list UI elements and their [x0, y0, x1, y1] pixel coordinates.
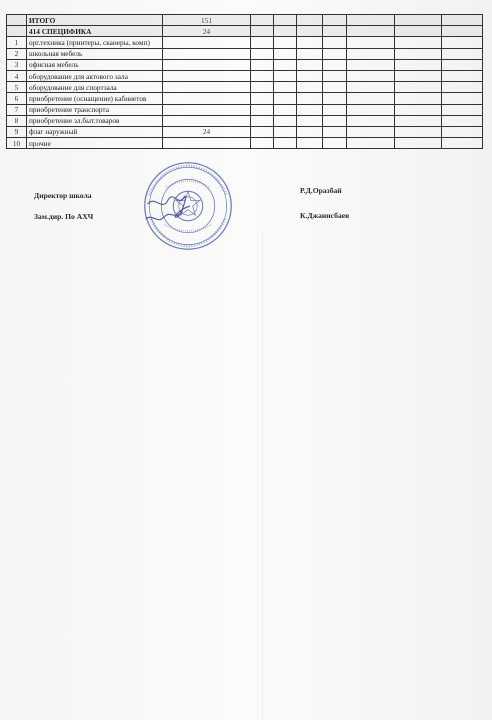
- row-number: 9: [7, 126, 27, 137]
- school-stamp: [142, 160, 234, 252]
- row-number: 7: [7, 104, 27, 115]
- row-number: 3: [7, 59, 27, 70]
- row-value: [163, 48, 251, 59]
- row-value: [163, 37, 251, 48]
- row-label: оборудование для актового зала: [27, 70, 163, 81]
- row-value: [163, 115, 251, 126]
- section-value: 24: [163, 26, 251, 37]
- row-number: 1: [7, 37, 27, 48]
- row-value: [163, 93, 251, 104]
- row-label: приобретение транспорта: [27, 104, 163, 115]
- director-name: Р.Д.Оразбай: [300, 186, 342, 195]
- row-value: 24: [163, 126, 251, 137]
- section-row: [7, 26, 483, 37]
- row-value: [163, 70, 251, 81]
- table-row: [7, 115, 483, 126]
- table-row: [7, 138, 483, 149]
- row-value: [163, 82, 251, 93]
- deputy-name: К.Джанисбаев: [300, 211, 350, 220]
- row-number: 10: [7, 138, 27, 149]
- director-title: Директор школа: [34, 191, 92, 200]
- row-label: флаг наружный: [27, 126, 163, 137]
- row-value: [163, 138, 251, 149]
- paper-fold: [262, 230, 263, 720]
- table-row: [7, 82, 483, 93]
- row-number: 8: [7, 115, 27, 126]
- row-number: 6: [7, 93, 27, 104]
- row-label: приобретение зл.быт.товаров: [27, 115, 163, 126]
- row-value: [163, 104, 251, 115]
- row-label: приобретение (оснащение) кабинетов: [27, 93, 163, 104]
- total-row: [7, 15, 483, 26]
- row-value: [163, 59, 251, 70]
- total-label: ИТОГО: [27, 15, 163, 26]
- section-label: 414 СПЕЦИФИКА: [27, 26, 163, 37]
- row-label: школьная мебель: [27, 48, 163, 59]
- row-number: 4: [7, 70, 27, 81]
- row-number: 2: [7, 48, 27, 59]
- table-row: [7, 126, 483, 137]
- row-label: оборудование для спортзала: [27, 82, 163, 93]
- table-row: [7, 48, 483, 59]
- table-row: [7, 70, 483, 81]
- row-label: прочие: [27, 138, 163, 149]
- table-row: [7, 37, 483, 48]
- signature-scribble: [146, 196, 190, 220]
- table-row: [7, 59, 483, 70]
- budget-table: [6, 14, 483, 149]
- deputy-title: Зам.дир. По АХЧ: [34, 212, 94, 221]
- table-row: [7, 104, 483, 115]
- table-row: [7, 93, 483, 104]
- row-label: офисная мебель: [27, 59, 163, 70]
- row-number: 5: [7, 82, 27, 93]
- row-label: орг.техника (принтеры, сканеры, комп): [27, 37, 163, 48]
- total-value: 151: [163, 15, 251, 26]
